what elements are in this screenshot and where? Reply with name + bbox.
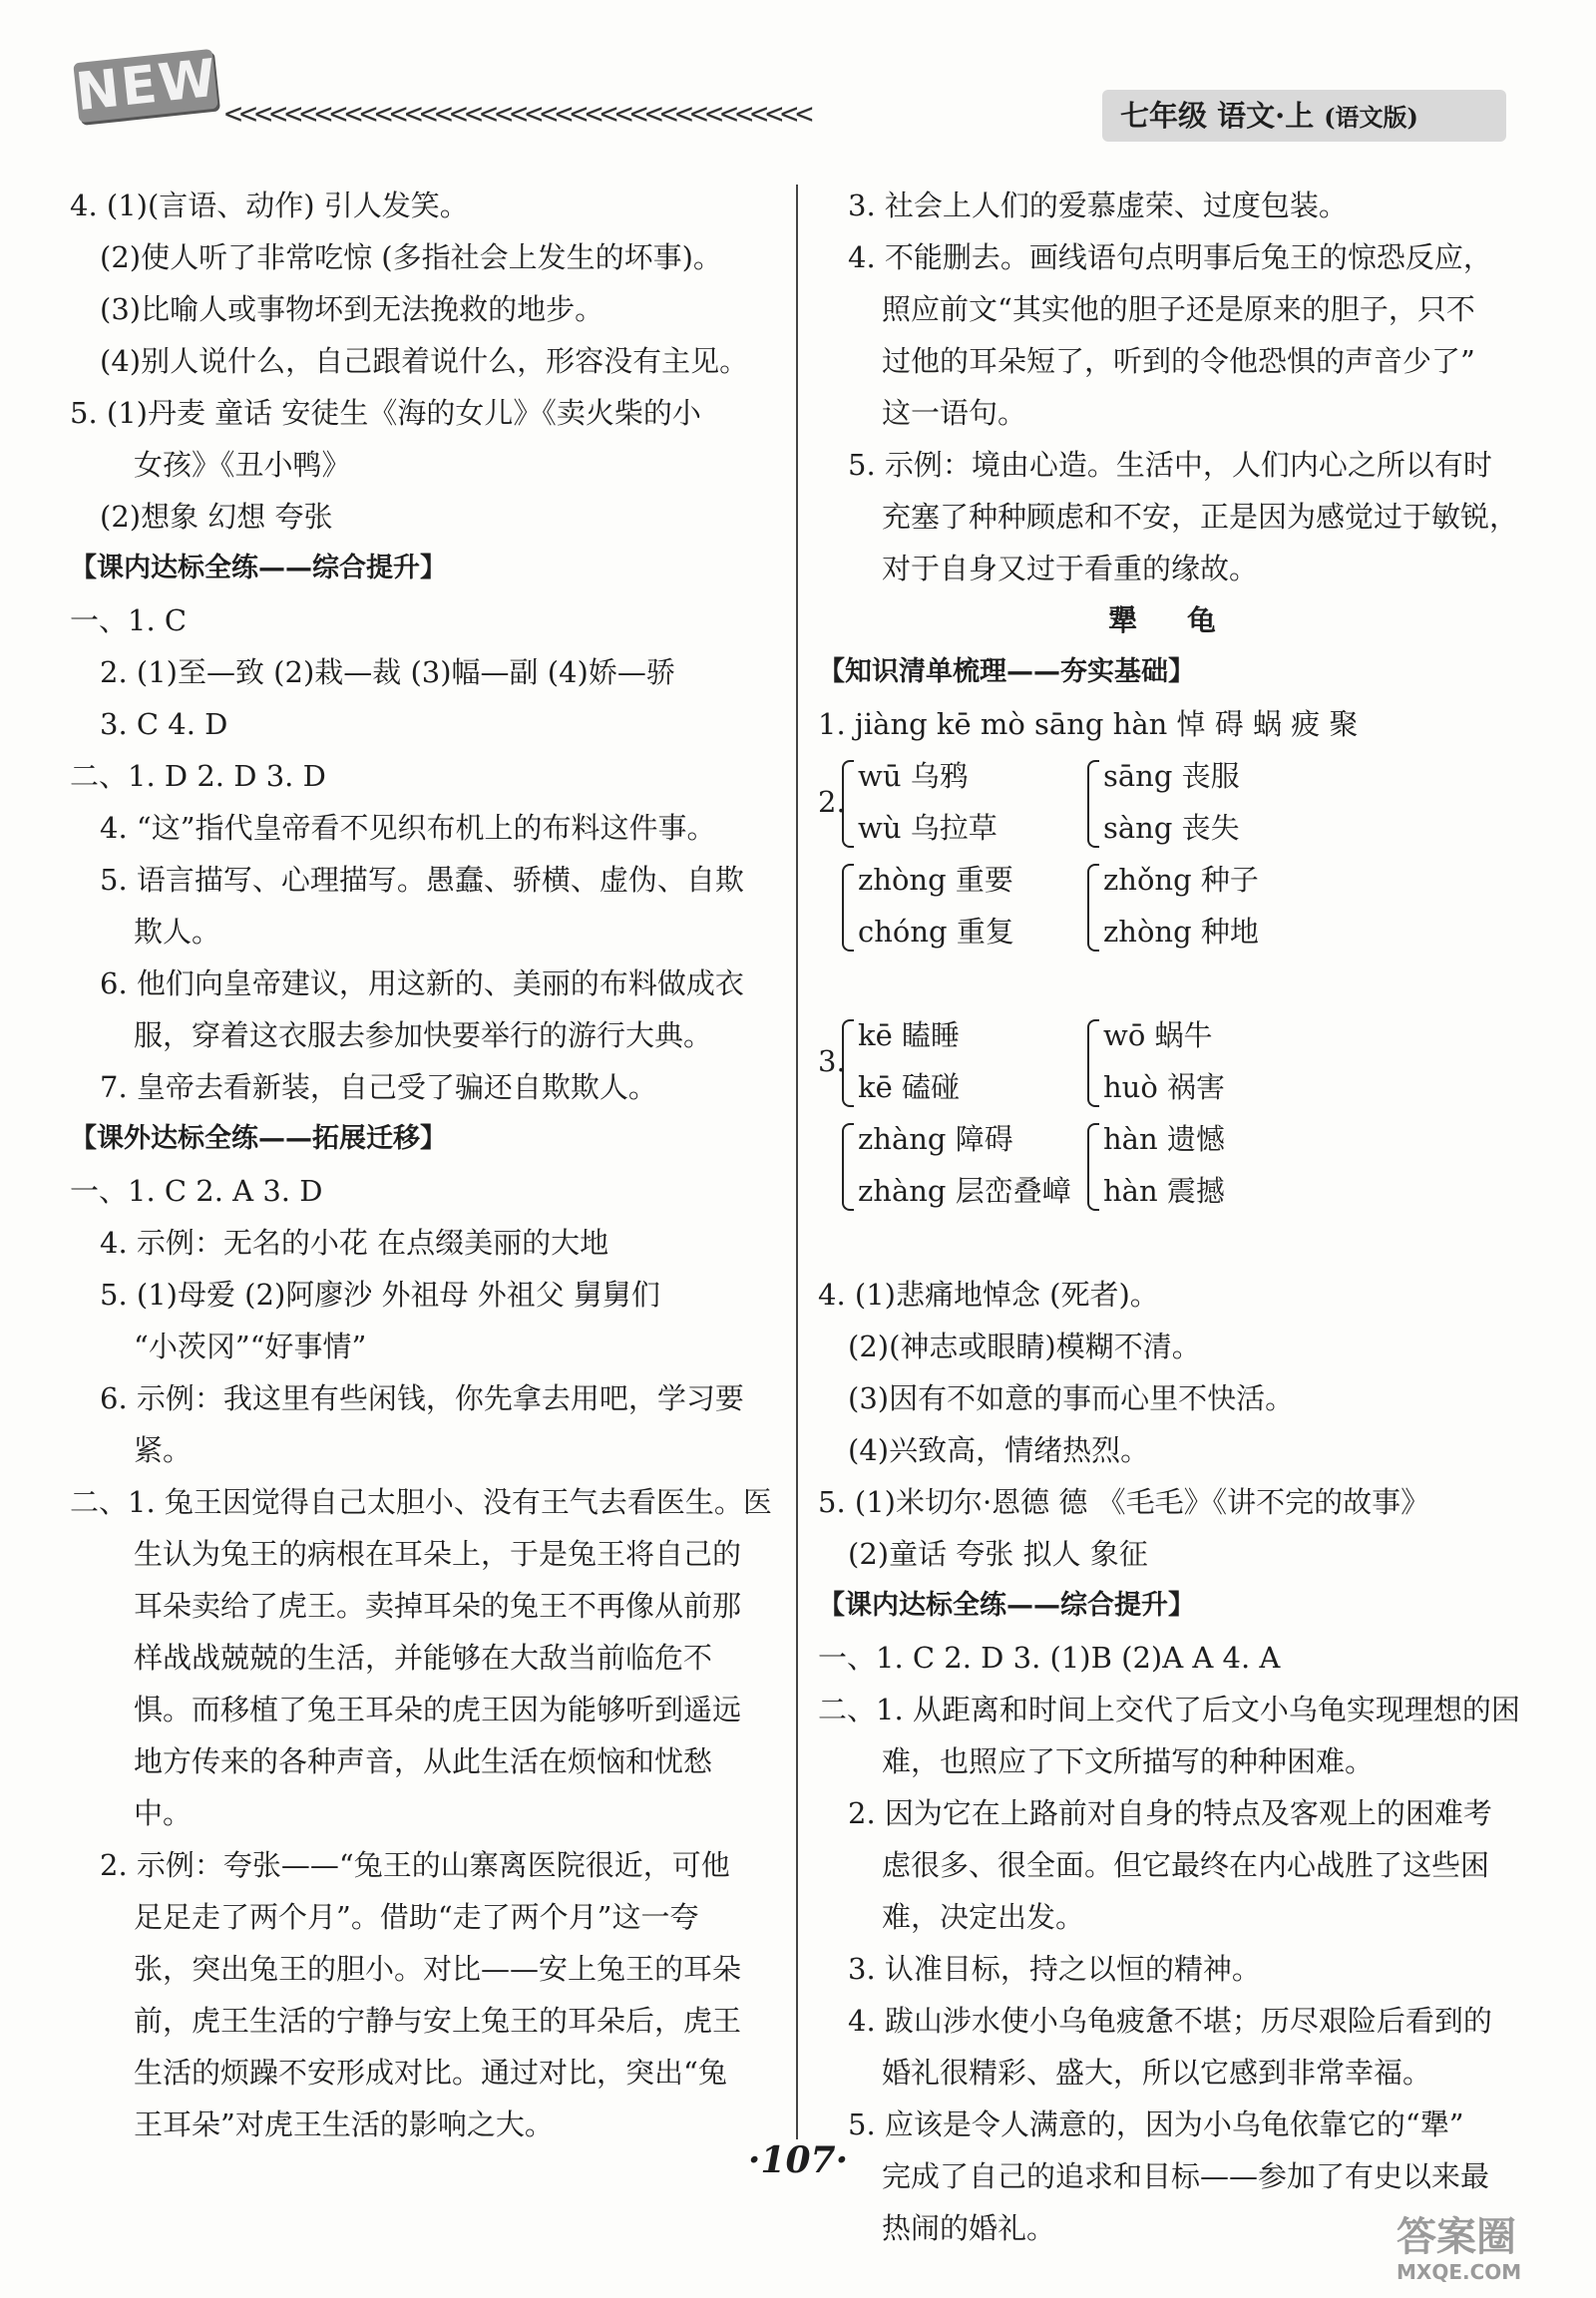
section-heading: 【课外达标全练——拓展迁移】 [70, 1123, 447, 1154]
answer-line: 王耳朵”对虎王生活的影响之大。 [134, 2107, 554, 2141]
left-column [70, 180, 778, 2150]
watermark-url: MXQE.COM [1396, 2260, 1522, 2284]
pinyin-item: wù 乌拉草 [858, 811, 998, 845]
answer-line: 4. 跋山涉水使小乌龟疲惫不堪；历尽艰险后看到的 [848, 2004, 1492, 2038]
pinyin-item: zhòng 种地 [1103, 915, 1259, 949]
brace [1087, 1123, 1099, 1211]
pinyin-item: zhàng 障碍 [858, 1122, 1013, 1156]
column-divider [796, 185, 798, 2139]
answer-line: 服，穿着这衣服去参加快要举行的游行大典。 [134, 1018, 713, 1052]
pinyin-item: wū 乌鸦 [858, 759, 969, 793]
answer-line: 中。 [134, 1796, 193, 1830]
brace [1087, 760, 1099, 848]
answer-line: 2. 示例：夸张——“兔王的山寨离医院很近，可他 [100, 1848, 730, 1882]
answer-line: 一、1. C [70, 603, 188, 637]
answer-line: (2)(神志或眼睛)模糊不清。 [848, 1330, 1201, 1363]
answer-line: 前，虎王生活的宁静与安上兔王的耳朵后，虎王 [134, 2004, 742, 2038]
answer-line: 地方传来的各种声音，从此生活在烦恼和忧愁 [134, 1744, 713, 1778]
answer-line: 照应前文“其实他的胆子还是原来的胆子，只不 [882, 292, 1475, 326]
answer-line: 二、1. D 2. D 3. D [70, 759, 326, 793]
answer-line: 二、1. 兔王因觉得自己太胆小、没有王气去看医生。医 [70, 1485, 772, 1519]
answer-line: 女孩》《丑小鸭》 [134, 448, 351, 482]
answer-line: 5. 语言描写、心理描写。愚蠢、骄横、虚伪、自欺 [100, 863, 744, 897]
answer-line: 欺人。 [134, 915, 221, 949]
answer-line: (4)兴致高，情绪热烈。 [848, 1433, 1150, 1467]
answer-line: 样战战兢兢的生活，并能够在大敌当前临危不 [134, 1641, 713, 1675]
answer-line: 二、1. 从距离和时间上交代了后文小乌龟实现理想的困 [818, 1693, 1520, 1726]
right-column [818, 180, 1526, 2254]
answer-line: (3)比喻人或事物坏到无法挽救的地步。 [100, 292, 604, 326]
answer-line: (2)想象 幻想 夸张 [100, 500, 333, 534]
answer-line: 婚礼很精彩、盛大，所以它感到非常幸福。 [882, 2056, 1432, 2090]
question-number: 3. [818, 1044, 846, 1078]
answer-line: 5. (1)母爱 (2)阿廖沙 外祖母 外祖父 舅舅们 [100, 1278, 660, 1312]
pinyin-item: kē 磕碰 [858, 1070, 960, 1104]
pinyin-item: sāng 丧服 [1103, 759, 1240, 793]
answer-line: 难，也照应了下文所描写的种种困难。 [882, 1744, 1375, 1778]
grade-label: 七年级 语文·上 [1120, 99, 1315, 133]
answer-line: 4. (1)悲痛地悼念 (死者)。 [818, 1278, 1159, 1312]
answer-line: 生认为兔王的病根在耳朵上，于是兔王将自己的 [134, 1537, 742, 1571]
answer-line: 2. (1)至—致 (2)栽—裁 (3)幅—副 (4)娇—骄 [100, 655, 675, 689]
edition-label: (语文版) [1324, 103, 1418, 132]
answer-line: 张，突出兔王的胆小。对比——安上兔王的耳朵 [134, 1952, 742, 1986]
answer-line: 7. 皇帝去看新装，自己受了骗还自欺欺人。 [100, 1070, 657, 1104]
arrow-decoration: <<<<<<<<<<<<<<<<<<<<<<<<<<<<<<<<<<<<<<< [224, 97, 811, 132]
answer-line: 足足走了两个月”。借助“走了两个月”这一夸 [134, 1900, 699, 1934]
answer-line: 1. jiàng kē mò sāng hàn 悼 碍 蜗 疲 聚 [818, 707, 1359, 741]
answer-line: 5. 应该是令人满意的，因为小乌龟依靠它的“犟” [848, 2107, 1464, 2141]
answer-line: 一、1. C 2. A 3. D [70, 1174, 323, 1208]
brace [1087, 864, 1099, 952]
logo-text: NEW [73, 48, 221, 124]
answer-line: 4. 示例：无名的小花 在点缀美丽的大地 [100, 1226, 609, 1260]
section-heading: 【课内达标全练——综合提升】 [818, 1590, 1195, 1621]
answer-line: 热闹的婚礼。 [882, 2211, 1056, 2245]
answer-line: 生活的烦躁不安形成对比。通过对比，突出“兔 [134, 2056, 727, 2090]
answer-line: (2)童话 夸张 拟人 象征 [848, 1537, 1148, 1571]
pinyin-item: chóng 重复 [858, 915, 1014, 949]
brace [842, 760, 854, 848]
answer-line: 这一语句。 [882, 396, 1027, 430]
answer-line: 5. 示例：境由心造。生活中，人们内心之所以有时 [848, 448, 1492, 482]
answer-line: 4. (1)(言语、动作) 引人发笑。 [70, 189, 469, 222]
pinyin-item: kē 瞌睡 [858, 1018, 960, 1052]
brace [1087, 1019, 1099, 1107]
section-heading: 【知识清单梳理——夯实基础】 [818, 656, 1195, 687]
answer-line: (4)别人说什么，自己跟着说什么，形容没有主见。 [100, 344, 749, 378]
lesson-title: 犟 龟 [1107, 603, 1237, 637]
answer-line: 完成了自己的追求和目标——参加了有史以来最 [882, 2159, 1490, 2193]
grade-subject-tag [1102, 90, 1506, 142]
section-heading: 【课内达标全练——综合提升】 [70, 553, 447, 583]
watermark-logo [1396, 2214, 1586, 2290]
pinyin-item: hàn 震撼 [1103, 1174, 1225, 1208]
pinyin-item: zhàng 层峦叠嶂 [858, 1174, 1071, 1208]
pinyin-item: zhòng 重要 [858, 863, 1013, 897]
answer-line: 3. 社会上人们的爱慕虚荣、过度包装。 [848, 189, 1348, 222]
page-header [0, 0, 1596, 160]
pinyin-item: hàn 遗憾 [1103, 1122, 1225, 1156]
answer-line: 惧。而移植了兔王耳朵的虎王因为能够听到遥远 [134, 1693, 742, 1726]
pinyin-item: sàng 丧失 [1103, 811, 1240, 845]
answer-line: 紧。 [134, 1433, 193, 1467]
answer-line: 4. “这”指代皇帝看不见织布机上的布料这件事。 [100, 811, 716, 845]
question-number: 2. [818, 785, 846, 819]
pinyin-item: wō 蜗牛 [1103, 1018, 1213, 1052]
answer-line: 6. 他们向皇帝建议，用这新的、美丽的布料做成衣 [100, 966, 744, 1000]
answer-line: 6. 示例：我这里有些闲钱，你先拿去用吧，学习要 [100, 1381, 744, 1415]
answer-line: (2)使人听了非常吃惊 (多指社会上发生的坏事)。 [100, 240, 722, 274]
page-number: ·107· [747, 2139, 849, 2181]
brace [842, 1019, 854, 1107]
answer-line: 过他的耳朵短了，听到的令他恐惧的声音少了” [882, 344, 1475, 378]
brace [842, 864, 854, 952]
brace [842, 1123, 854, 1211]
watermark-text: 答案圈 [1396, 2214, 1516, 2260]
answer-line: 耳朵卖给了虎王。卖掉耳朵的兔王不再像从前那 [134, 1589, 742, 1623]
answer-line: 一、1. C 2. D 3. (1)B (2)A A 4. A [818, 1641, 1281, 1675]
answer-line: 充塞了种种顾虑和不安，正是因为感觉过于敏锐， [882, 500, 1519, 534]
answer-line: 3. 认准目标，持之以恒的精神。 [848, 1952, 1261, 1986]
answer-line: “小茨冈”“好事情” [134, 1330, 367, 1363]
answer-line: 难，决定出发。 [882, 1900, 1085, 1934]
answer-line: 3. C 4. D [100, 707, 228, 741]
answer-line: (3)因有不如意的事而心里不快活。 [848, 1381, 1295, 1415]
pinyin-item: huò 祸害 [1103, 1070, 1226, 1104]
answer-line: 5. (1)丹麦 童话 安徒生《海的女儿》《卖火柴的小 [70, 396, 701, 430]
answer-line: 虑很多、很全面。但它最终在内心战胜了这些困 [882, 1848, 1490, 1882]
pinyin-item: zhǒng 种子 [1103, 863, 1259, 897]
answer-line: 2. 因为它在上路前对自身的特点及客观上的困难考 [848, 1796, 1492, 1830]
new-logo [70, 28, 219, 138]
answer-line: 对于自身又过于看重的缘故。 [882, 552, 1259, 585]
pinyin-groups [818, 750, 1526, 1269]
answer-line: 4. 不能删去。画线语句点明事后兔王的惊恐反应， [848, 240, 1492, 274]
answer-line: 5. (1)米切尔·恩德 德 《毛毛》《讲不完的故事》 [818, 1485, 1430, 1519]
